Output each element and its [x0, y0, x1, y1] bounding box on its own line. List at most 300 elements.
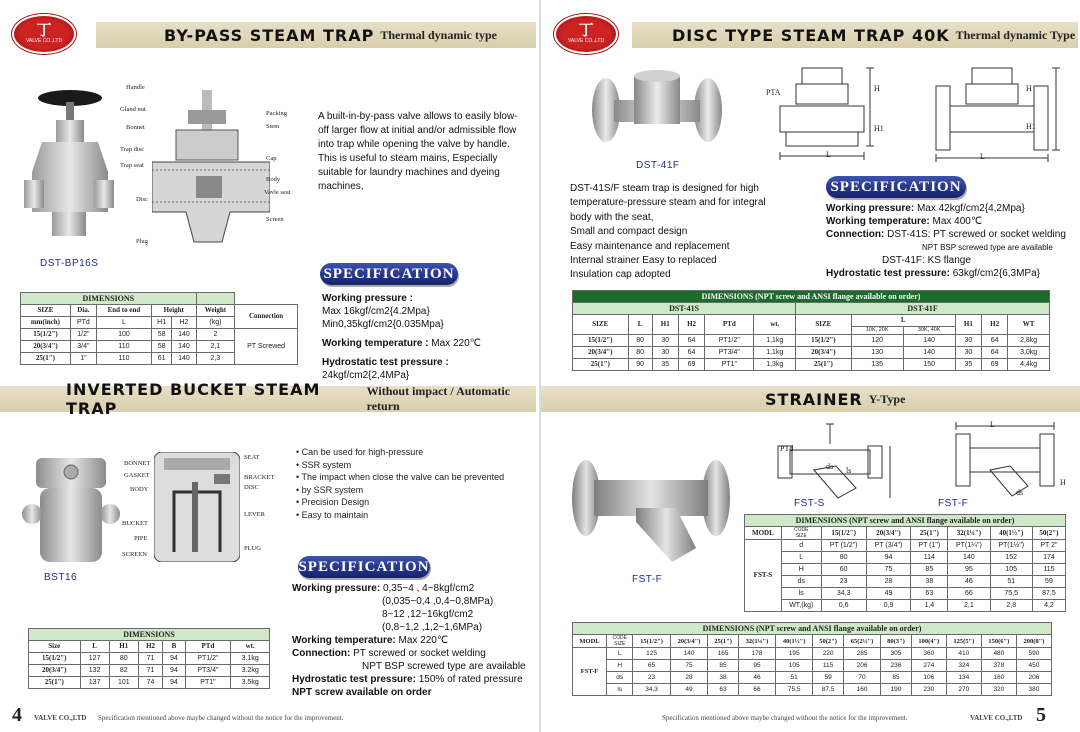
fst-f-dimensions-table — [572, 622, 1052, 696]
col-h1: H1 — [955, 315, 981, 335]
disc-trap-photo — [592, 66, 722, 146]
list-item: • Precision Design — [296, 496, 532, 509]
ht-value: 63kgf/cm2{6,3MPa} — [952, 268, 1040, 279]
col-height: Height — [151, 305, 196, 317]
table-cell: 140 — [670, 648, 707, 660]
table-row — [21, 329, 298, 341]
table-cell: 23 — [633, 672, 670, 684]
group-dst-41f: DST-41F — [796, 303, 1050, 315]
table-cell: 30 — [955, 335, 981, 347]
table-cell: 324 — [946, 660, 981, 672]
table-cell: 64 — [982, 335, 1008, 347]
table-row — [573, 684, 1052, 696]
bucket-spec-heading: SPECIFICATION — [298, 556, 430, 578]
col-size: Size — [29, 641, 81, 653]
table-row — [745, 552, 1066, 564]
table-cell: 2,8kg — [1008, 335, 1050, 347]
wp-max: Max 16kgf/cm2{4.2Mpa} — [322, 306, 430, 317]
table-cell: 59 — [1032, 576, 1065, 588]
code-label: CODE — [612, 635, 627, 641]
table-cell: 85 — [708, 660, 739, 672]
table-cell: ls — [607, 684, 633, 696]
footer-company-right: VALVE CO.,LTD — [970, 714, 1023, 722]
table-cell: 101 — [109, 677, 138, 689]
table-cell: 58 — [151, 341, 171, 353]
table-cell: 285 — [843, 648, 880, 660]
table-cell: PT1/2" — [705, 335, 754, 347]
table-row — [29, 653, 270, 665]
disc-spec-heading: SPECIFICATION — [826, 176, 966, 198]
table-cell: 60 — [821, 564, 866, 576]
table-cell: 87,5 — [1032, 588, 1065, 600]
table-cell: 51 — [990, 576, 1032, 588]
table-cell: 23 — [821, 576, 866, 588]
bypass-spec-heading: SPECIFICATION — [320, 263, 458, 285]
table-cell: L — [607, 648, 633, 660]
table-cell: 75 — [670, 660, 707, 672]
dwg-l-label: L — [990, 420, 995, 429]
bucket-title: INVERTED BUCKET STEAM TRAP — [66, 380, 321, 418]
table-cell: 20(3/4") — [573, 347, 629, 359]
table-cell: 236 — [881, 660, 912, 672]
table-cell: 35 — [955, 359, 981, 371]
table-cell: 134 — [946, 672, 981, 684]
dwg-ds-label: ds — [826, 462, 834, 471]
table-row — [745, 588, 1066, 600]
table-cell: 15(1/2") — [796, 335, 852, 347]
table-cell: 28 — [866, 576, 911, 588]
callout-bucket: BUCKET — [122, 520, 148, 527]
col-size: 80(3") — [881, 635, 912, 648]
table-cell: 140 — [172, 353, 196, 365]
table-row — [573, 335, 1050, 347]
table-cell: 178 — [738, 648, 775, 660]
table-cell: 0,6 — [821, 600, 866, 612]
table-cell: 20(3/4") — [796, 347, 852, 359]
bypass-spec-block — [322, 292, 532, 382]
table-title: DIMENSIONS (NPT screw and ANSI flange available on order) — [745, 515, 1066, 527]
logo-glyph: 丁 — [36, 21, 52, 39]
table-cell: 130 — [851, 347, 903, 359]
table-cell: 28 — [670, 672, 707, 684]
table-cell: 2,8 — [990, 600, 1032, 612]
col-size: 100(4") — [911, 635, 946, 648]
table-title: DIMENSIONS (NPT screw and ANSI flange available on order) — [573, 291, 1050, 303]
conn-value-1: PT screwed or socket welding — [353, 648, 486, 659]
table-cell: 114 — [911, 552, 948, 564]
table-cell: 105 — [776, 660, 813, 672]
col-b: B — [163, 641, 185, 653]
conn-value-3: DST-41F: KS flange — [882, 255, 971, 266]
table-cell: 94 — [163, 665, 185, 677]
dwg-h1-label: H1 — [1026, 122, 1036, 131]
table-cell: L — [781, 552, 821, 564]
desc-line: temperature-pressure steam and for integral — [570, 197, 766, 209]
footer-note-right: Specification mentioned above maybe changed without the notice for the improvement. — [662, 714, 908, 722]
table-cell: 115 — [1032, 564, 1065, 576]
model-cell: FST-S — [745, 540, 782, 612]
wt-label: Working temperature: — [826, 216, 930, 227]
table-title: DIMENSIONS — [21, 293, 197, 305]
disc-title: DISC TYPE STEAM TRAP 40K — [672, 25, 950, 45]
disc-dimension-drawing — [770, 66, 1060, 172]
table-cell: 75,5 — [990, 588, 1032, 600]
list-item: • Can be used for high-pressure — [296, 446, 532, 459]
sub-h1: H1 — [151, 317, 171, 329]
table-cell: 69 — [982, 359, 1008, 371]
size-label: SIZE — [795, 533, 807, 539]
table-title: DIMENSIONS (NPT screw and ANSI flange available on order) — [573, 623, 1052, 635]
col-wt: wt. — [754, 315, 796, 335]
callout-handle: Handle — [126, 84, 145, 91]
table-cell: 2,1 — [196, 341, 235, 353]
table-cell: 305 — [881, 648, 912, 660]
table-cell: 140 — [903, 347, 955, 359]
callout-gland-nut: Gland nut — [120, 106, 146, 113]
table-cell: 480 — [981, 648, 1016, 660]
table-cell: 94 — [866, 552, 911, 564]
table-cell: 38 — [708, 672, 739, 684]
table-cell: 174 — [1032, 552, 1065, 564]
callout-lever: LEVER — [244, 511, 265, 518]
table-cell: 4,2 — [1032, 600, 1065, 612]
connection-value: PT Screwed — [235, 329, 298, 365]
table-cell: 49 — [670, 684, 707, 696]
col-end-to-end: End to end — [96, 305, 151, 317]
callout-trap-seat: Trap seat — [120, 162, 144, 169]
table-cell: 38 — [911, 576, 948, 588]
table-cell: ds — [607, 672, 633, 684]
bypass-trap-photo — [22, 84, 114, 244]
dwg-h-label: H — [1060, 478, 1066, 487]
table-cell: 80 — [628, 335, 652, 347]
col-h1: H1 — [652, 315, 678, 335]
table-cell: 80 — [821, 552, 866, 564]
table-cell: 120 — [851, 335, 903, 347]
code-label: CODE — [794, 527, 809, 533]
table-cell: 165 — [708, 648, 739, 660]
wp-range-2-mpa: (0,8~1,2 ,1,2~1,6MPa) — [382, 622, 483, 633]
page-gutter — [539, 0, 541, 732]
wp-label: Working pressure: — [292, 583, 381, 594]
col-size: 25(1") — [708, 635, 739, 648]
list-item: • by SSR system — [296, 484, 532, 497]
bucket-spec-block — [292, 582, 532, 699]
callout-screen: SCREEN — [122, 551, 147, 558]
dwg-h-label: H — [874, 84, 880, 93]
table-cell: 1,1kg — [754, 347, 796, 359]
strainer-title: STRAINER — [765, 389, 863, 409]
bypass-title: BY-PASS STEAM TRAP — [164, 25, 375, 45]
table-cell: H — [607, 660, 633, 672]
table-cell: 206 — [1016, 672, 1051, 684]
conn-value-2: NPT BSP screwed type are available — [922, 243, 1053, 252]
col-model: MODL — [573, 635, 607, 648]
table-title: DIMENSIONS — [29, 629, 270, 641]
col-size: 20(3/4") — [670, 635, 707, 648]
conn-value-2: NPT BSP screwed type are available — [362, 661, 526, 672]
table-row — [573, 648, 1052, 660]
desc-line: Internal strainer Easy to replaced — [570, 255, 717, 267]
dwg-h1-label: H1 — [874, 124, 884, 133]
desc-line: Easy maintenance and replacement — [570, 240, 730, 252]
table-cell: 110 — [96, 353, 151, 365]
table-cell: 15(1/2") — [29, 653, 81, 665]
disc-model-label: DST-41F — [636, 160, 680, 171]
table-cell: 75 — [866, 564, 911, 576]
callout-body: BODY — [130, 486, 149, 493]
col-h2: H2 — [138, 641, 162, 653]
table-cell: 80 — [109, 653, 138, 665]
table-cell: 34,3 — [633, 684, 670, 696]
ht-value: 150% of rated pressure — [418, 674, 523, 685]
table-cell: 75,5 — [776, 684, 813, 696]
table-cell: 230 — [911, 684, 946, 696]
table-cell: 94 — [163, 653, 185, 665]
sub-kg: (kg) — [196, 317, 235, 329]
disc-spec-block — [826, 202, 1076, 280]
sub-10k-20k: 10K, 20K — [851, 327, 903, 335]
wp-range-1-mpa: (0,035~0,4 ,0,4~0,8MPa) — [382, 596, 494, 607]
bucket-trap-photo — [22, 452, 120, 570]
col-ptd: PTd — [705, 315, 754, 335]
table-cell: ds — [781, 576, 821, 588]
table-cell: 65 — [633, 660, 670, 672]
conn-label: Connection: — [826, 229, 885, 240]
table-cell: 3/4" — [70, 341, 96, 353]
page-number-left: 4 — [12, 704, 22, 726]
wp-min: Min0,35kgf/cm2{0.035Mpa} — [322, 319, 444, 330]
col-size: 150(6") — [981, 635, 1016, 648]
table-row — [573, 660, 1052, 672]
table-cell: PT (1") — [911, 540, 948, 552]
table-row — [573, 359, 1050, 371]
callout-bonnet: Bonnet — [126, 124, 145, 131]
wp-range-1: 0,35~4 , 4~8kgf/cm2 — [382, 583, 475, 594]
col-size: 20(3/4") — [866, 527, 911, 540]
col-size: 15(1/2") — [821, 527, 866, 540]
dwg-l-label: L — [980, 152, 985, 161]
model-cell: FST-F — [573, 648, 607, 696]
bucket-dimensions-table — [28, 628, 270, 689]
bypass-description: A built-in-by-pass valve allows to easily blow-off larger flow at initial and/or admissible flow into trap while opening the valve by handle. This is useful to steam mains, Especially suitable for laundry machines and dyeing machines, — [318, 111, 518, 192]
table-cell: PT 2" — [1032, 540, 1065, 552]
col-model: MODL — [745, 527, 782, 540]
table-cell: 270 — [946, 684, 981, 696]
table-cell: 160 — [843, 684, 880, 696]
col-size: SIZE — [573, 315, 629, 335]
table-row — [745, 600, 1066, 612]
list-item: • SSR system — [296, 459, 532, 472]
table-row — [745, 576, 1066, 588]
wp-range-2: 8~12 ,12~16kgf/cm2 — [382, 609, 474, 620]
dwg-ptd-label: PTd — [780, 444, 794, 453]
table-cell: 105 — [990, 564, 1032, 576]
table-cell: H — [781, 564, 821, 576]
table-cell: 1,3kg — [754, 359, 796, 371]
table-row — [573, 672, 1052, 684]
table-cell: 51 — [776, 672, 813, 684]
col-h2: H2 — [678, 315, 704, 335]
col-size: SIZE — [21, 305, 71, 317]
sub-l: L — [96, 317, 151, 329]
table-cell: 20(3/4") — [21, 341, 71, 353]
fst-s-dimensions-table — [744, 514, 1066, 612]
col-size: 200(8") — [1016, 635, 1051, 648]
table-cell: 140 — [948, 552, 990, 564]
table-cell: 49 — [866, 588, 911, 600]
table-cell: 3.2kg — [231, 665, 270, 677]
table-cell: 135 — [851, 359, 903, 371]
table-cell: 1,4 — [911, 600, 948, 612]
ht-label: Hydrostatic test pressure : — [322, 357, 449, 368]
table-cell: 160 — [981, 672, 1016, 684]
bypass-cutaway-drawing — [152, 90, 270, 250]
bucket-cutaway-drawing — [154, 452, 240, 562]
conn-label: Connection: — [292, 648, 351, 659]
sub-mm: mm(inch) — [21, 317, 71, 329]
table-cell: d — [781, 540, 821, 552]
page-number-right: 5 — [1036, 704, 1046, 726]
table-cell: 0,9 — [866, 600, 911, 612]
col-h1: H1 — [109, 641, 138, 653]
table-row — [573, 347, 1050, 359]
wt-value: Max 220℃ — [431, 338, 481, 349]
table-cell: 95 — [738, 660, 775, 672]
npt-note: NPT screw available on order — [292, 687, 432, 698]
table-cell: 360 — [911, 648, 946, 660]
bypass-model-label: DST-BP16S — [40, 258, 99, 269]
table-cell: 46 — [738, 672, 775, 684]
table-row — [29, 665, 270, 677]
col-size: 25(1") — [911, 527, 948, 540]
table-cell: 190 — [881, 684, 912, 696]
col-ptd: PTd — [185, 641, 231, 653]
callout-pipe: PIPE — [134, 535, 148, 542]
table-cell: 64 — [982, 347, 1008, 359]
table-cell: 85 — [911, 564, 948, 576]
logo-text: VALVE CO.,LTD — [25, 38, 63, 44]
table-cell: 450 — [1016, 660, 1051, 672]
table-cell: PT(1½") — [990, 540, 1032, 552]
table-cell: 15(1/2") — [21, 329, 71, 341]
callout-stem: Stem — [266, 123, 280, 130]
callout-bonnet: BONNET — [124, 460, 151, 467]
strainer-title-band — [541, 386, 1080, 412]
wp-label: Working pressure: — [826, 203, 915, 214]
strainer-photo — [566, 458, 742, 568]
logo-text: VALVE CO.,LTD — [567, 38, 605, 44]
callout-screen: Screen — [266, 216, 284, 223]
disc-subtitle: Thermal dynamic Type — [955, 27, 1076, 42]
table-cell: 63 — [708, 684, 739, 696]
table-cell: 1/2" — [70, 329, 96, 341]
list-item: • The impact when close the valve can be prevented — [296, 471, 532, 484]
table-cell: 34,3 — [821, 588, 866, 600]
table-cell: 58 — [151, 329, 171, 341]
table-cell: ls — [781, 588, 821, 600]
col-size: 50(2") — [1032, 527, 1065, 540]
col-dia: Dia. — [70, 305, 96, 317]
table-cell: 63 — [911, 588, 948, 600]
table-cell: 94 — [163, 677, 185, 689]
table-row — [745, 564, 1066, 576]
table-cell: WT,(kg) — [781, 600, 821, 612]
table-cell: 110 — [96, 341, 151, 353]
strainer-subtitle: Y-Type — [868, 391, 906, 406]
table-cell: 206 — [843, 660, 880, 672]
table-cell: 590 — [1016, 648, 1051, 660]
table-cell: 152 — [990, 552, 1032, 564]
table-cell: 30 — [955, 347, 981, 359]
table-cell: 140 — [903, 335, 955, 347]
callout-packing: Packing — [266, 110, 287, 117]
table-cell: 85 — [881, 672, 912, 684]
footer-company-left: VALVE CO.,LTD — [34, 714, 87, 722]
callout-disc: Disc — [136, 196, 148, 203]
table-cell: 2,3 — [196, 353, 235, 365]
table-cell: 95 — [948, 564, 990, 576]
col-l: L — [80, 641, 109, 653]
table-cell: 274 — [911, 660, 946, 672]
table-cell: 71 — [138, 653, 162, 665]
bypass-subtitle: Thermal dynamic type — [380, 27, 497, 42]
fst-f-drawing — [946, 420, 1064, 506]
table-row — [745, 540, 1066, 552]
table-cell: 320 — [981, 684, 1016, 696]
wp-value: Max 42kgf/cm2{4,2Mpa} — [916, 203, 1025, 214]
callout-cap: Cap — [266, 155, 277, 162]
table-cell: 87,5 — [813, 684, 844, 696]
fst-f-label: FST-F — [938, 498, 969, 509]
table-cell: PT (1/2") — [821, 540, 866, 552]
wp-label: Working pressure : — [322, 293, 413, 304]
table-cell: 125 — [633, 648, 670, 660]
table-cell: 2 — [196, 329, 235, 341]
fst-s-label: FST-S — [794, 498, 825, 509]
table-cell: 220 — [813, 648, 844, 660]
strainer-photo-label: FST-F — [632, 574, 663, 585]
table-cell: 35 — [652, 359, 678, 371]
table-cell: 140 — [172, 329, 196, 341]
table-cell: PT(1¼") — [948, 540, 990, 552]
table-cell: 380 — [1016, 684, 1051, 696]
conn-value-1: DST-41S: PT screwed or socket welding — [887, 229, 1066, 240]
table-cell: PT3/4" — [185, 665, 231, 677]
table-cell: 1" — [70, 353, 96, 365]
col-size: 40(1½") — [776, 635, 813, 648]
table-cell: 64 — [678, 335, 704, 347]
table-cell: 410 — [946, 648, 981, 660]
bucket-feature-list — [296, 446, 532, 522]
col-size: 32(1¼") — [738, 635, 775, 648]
bucket-subtitle: Without impact / Automatic return — [366, 384, 511, 413]
table-cell: 4,4kg — [1008, 359, 1050, 371]
sub-30k-40k: 30K, 40K — [903, 327, 955, 335]
company-logo — [554, 14, 618, 54]
table-cell: PT1" — [705, 359, 754, 371]
col-size: 65(2½") — [843, 635, 880, 648]
dwg-h-label: H — [1026, 84, 1032, 93]
dwg-l-label: L — [826, 150, 831, 159]
table-cell: PT (3/4") — [866, 540, 911, 552]
bypass-dimensions-table — [20, 292, 298, 365]
col-wt: WT — [1008, 315, 1050, 335]
table-cell: 25(1") — [21, 353, 71, 365]
table-cell: 25(1") — [573, 359, 629, 371]
col-size: 125(5") — [946, 635, 981, 648]
disc-description — [570, 182, 810, 283]
